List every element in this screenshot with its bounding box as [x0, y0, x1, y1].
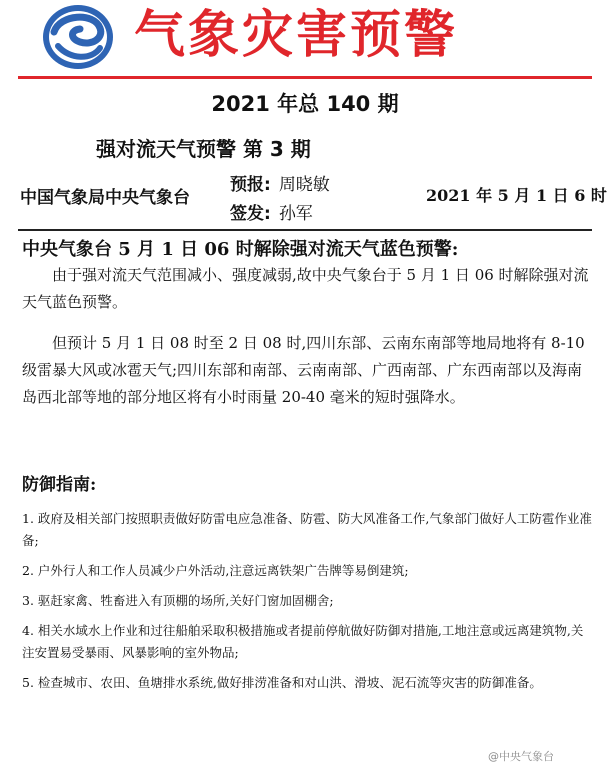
body-paragraph: 由于强对流天气范围减小、强度减弱,故中央气象台于 5 月 1 日 06 时解除强对流天气蓝色预警。	[22, 266, 589, 311]
forecaster-row	[230, 170, 330, 195]
guide-item: 5. 检查城市、农田、鱼塘排水系统,做好排涝准备和对山洪、滑坡、泥石流等灾害的防御准备。	[22, 675, 542, 690]
cma-swirl-logo-icon	[40, 2, 116, 72]
issuing-agency: 中国气象局中央气象台	[20, 188, 190, 208]
guide-item: 1. 政府及相关部门按照职责做好防雷电应急准备、防雹、防大风准备工作,气象部门做好人工防雹作业准备;	[22, 511, 592, 548]
document-header	[0, 0, 610, 78]
meta-divider	[18, 229, 592, 231]
guide-item: 4. 相关水域水上作业和过往船舶采取积极措施或者提前停航做好防御对措施,工地注意或远离建筑物,关注安置易受暴雨、风暴影响的室外物品;	[22, 623, 584, 660]
forecaster-name: 周晓敏	[278, 175, 330, 195]
document-brand-title: 气象灾害预警	[134, 6, 459, 65]
issuer-row	[230, 199, 313, 224]
warning-headline: 中央气象台 5 月 1 日 06 时解除强对流天气蓝色预警:	[22, 239, 459, 260]
defense-guide-title: 防御指南:	[22, 475, 97, 495]
issuer-name: 孙军	[278, 204, 313, 224]
body-paragraph: 但预计 5 月 1 日 08 时至 2 日 08 时,四川东部、云南东南部等地局地将有 8-10 级雷暴大风或冰雹天气;四川东部和南部、云南南部、广西南部、广东西南部以及海南岛西北部等地的部分地区将有小时雨量 20-40 毫米的短时强降水。	[22, 334, 585, 406]
source-watermark: @中央气象台	[488, 750, 554, 763]
header-red-rule	[18, 76, 592, 79]
issue-number: 2021 年总 140 期	[211, 92, 399, 116]
defense-guide-list	[22, 508, 592, 702]
guide-item: 2. 户外行人和工作人员减少户外活动,注意远离铁架广告牌等易倒建筑;	[22, 563, 409, 578]
guide-item: 3. 驱赶家禽、牲畜进入有顶棚的场所,关好门窗加固棚舍;	[22, 593, 334, 608]
forecaster-label: 预报:	[230, 175, 271, 195]
issue-date: 2021 年 5 月 1 日 6 时	[426, 186, 607, 205]
issuer-label: 签发:	[230, 204, 271, 224]
warning-series-title: 强对流天气预警 第 3 期	[96, 137, 311, 161]
